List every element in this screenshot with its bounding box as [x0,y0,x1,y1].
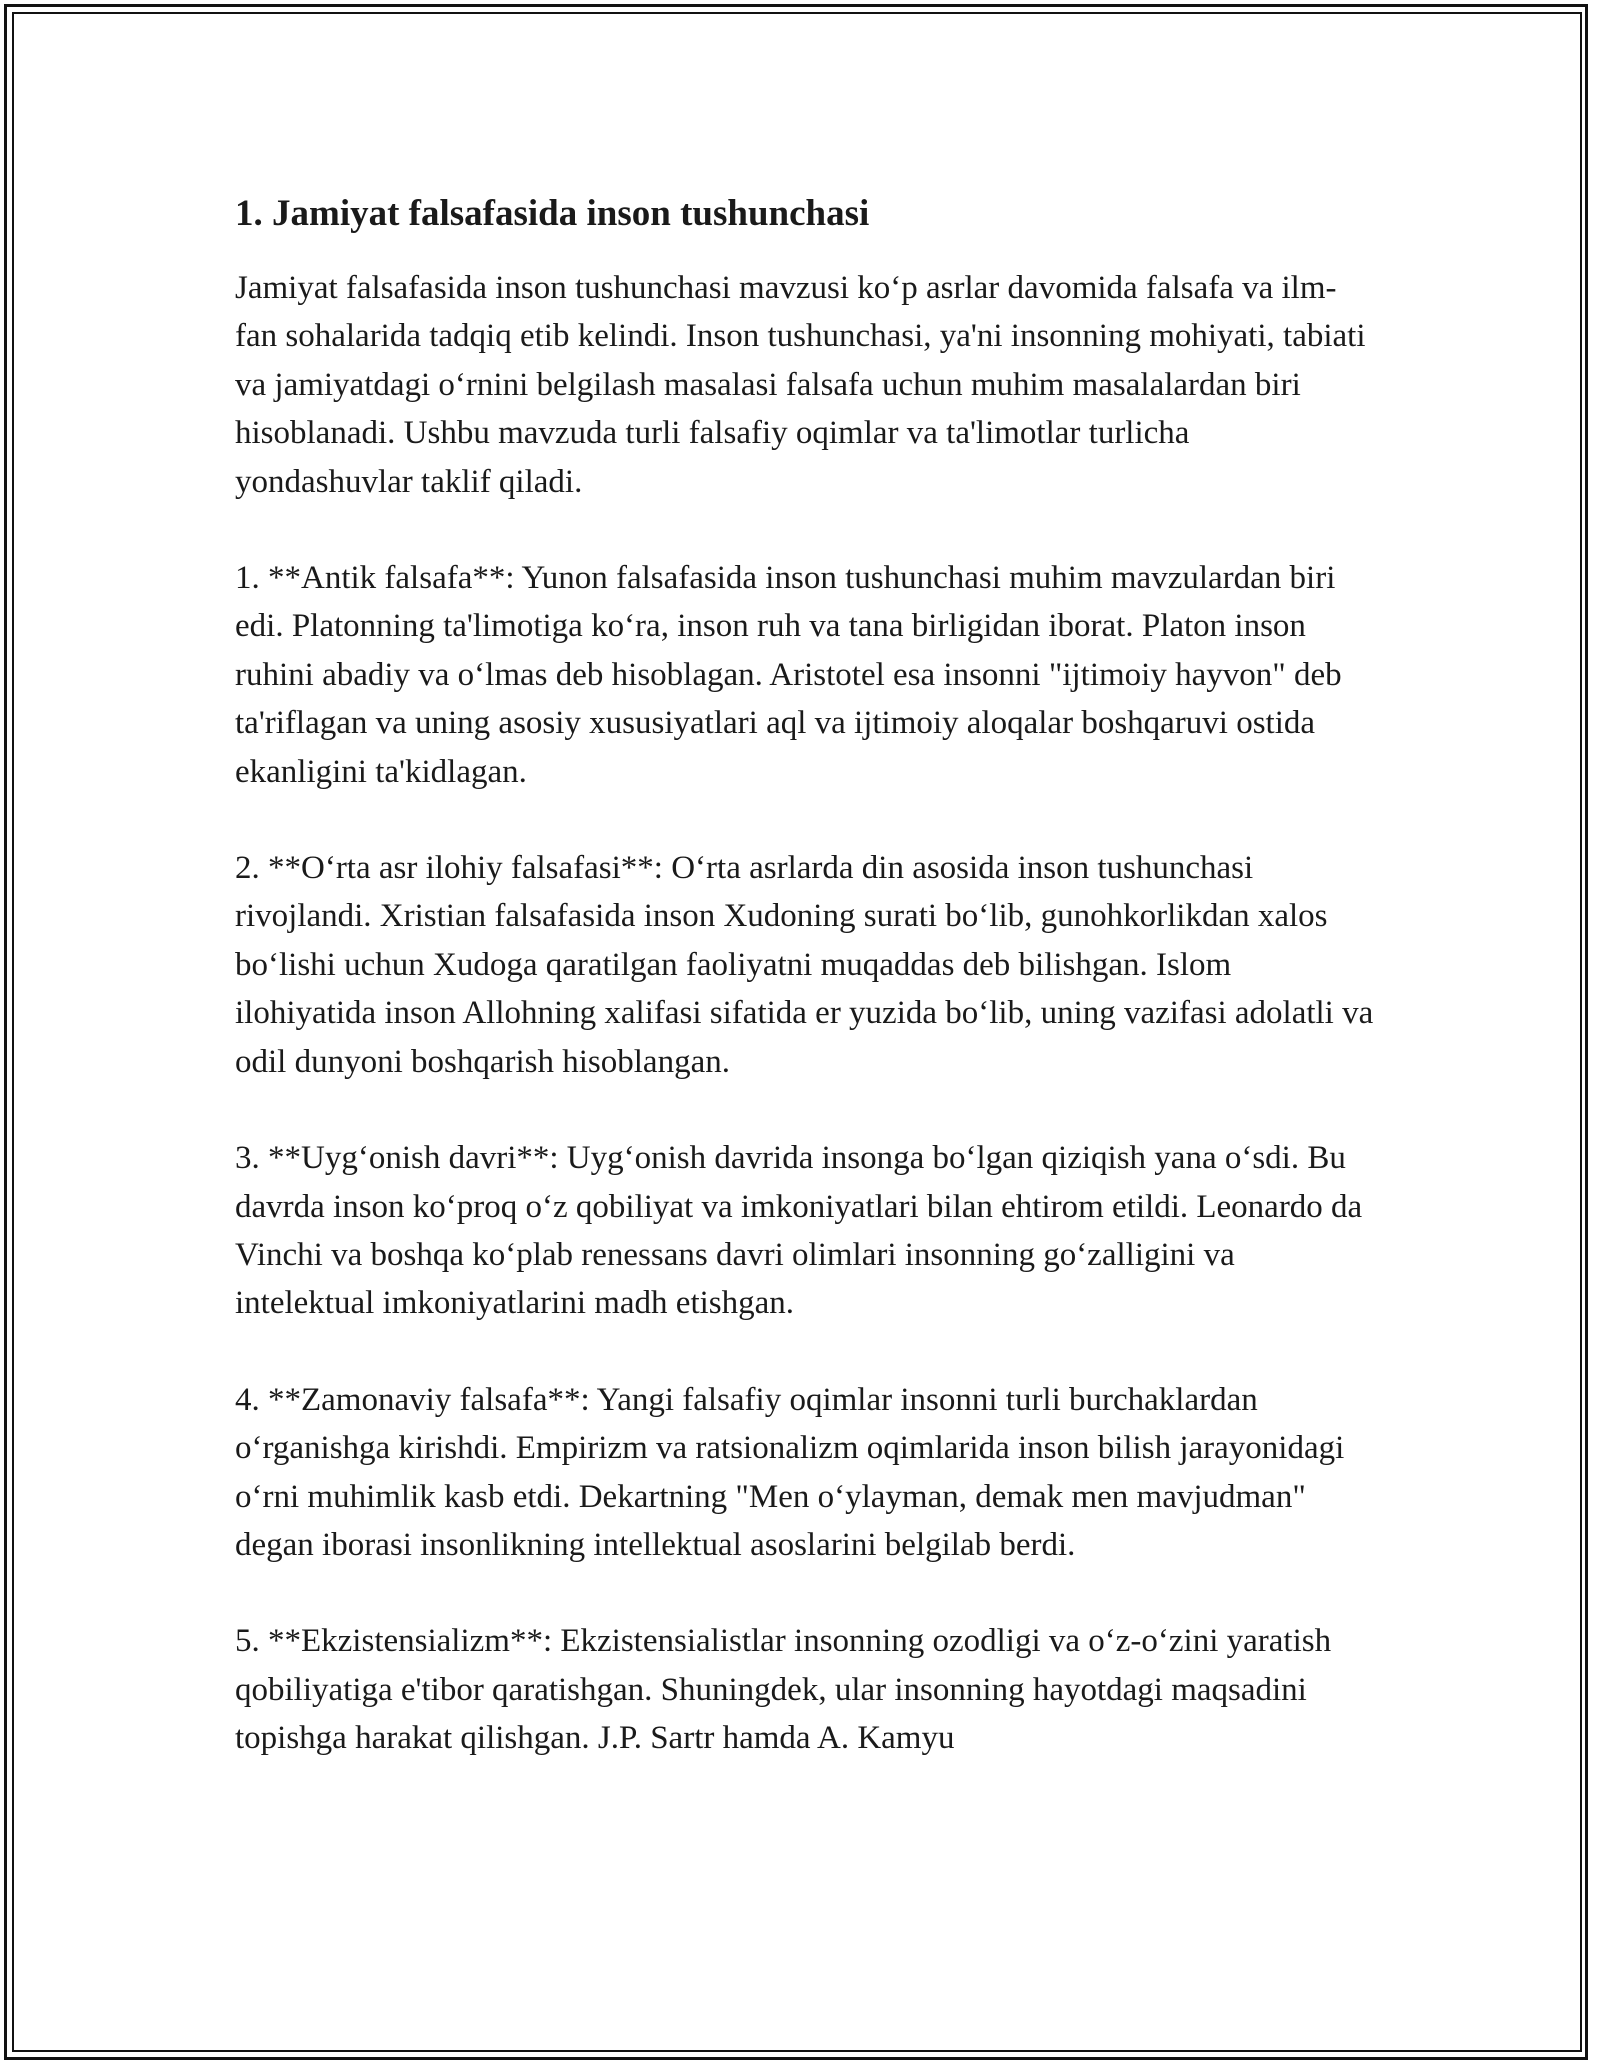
paragraph-antik-falsafa: 1. **Antik falsafa**: Yunon falsafasida inson tushunchasi muhim mavzulardan biri edi. Platonning ta'limotiga ko‘ra, inson ruh va tana birligidan iborat. Platon inson ruhini abadiy va o‘lmas deb hisoblagan. Aristotel esa insonni "ijtimoiy hayvon" deb ta'riflagan va uning asosiy xususiyatlari aql va ijtimoiy aloqalar boshqaruvi ostida ekanligini ta'kidlagan. [235,560,1342,790]
paragraph-zamonaviy: 4. **Zamonaviy falsafa**: Yangi falsafiy oqimlar insonni turli burchaklardan o‘rganishga kirishdi. Empirizm va ratsionalizm oqimlarida inson bilish jarayonidagi o‘rni muhimlik kasb etdi. Dekartning "Men o‘ylayman, demak men mavjudman" degan iborasi insonlikning intellektual asoslarini belgilab berdi. [235,1381,1345,1563]
paragraph-uygonish: 3. **Uyg‘onish davri**: Uyg‘onish davrida insonga bo‘lgan qiziqish yana o‘sdi. Bu davrda inson ko‘proq o‘z qobiliyat va imkoniyatlari bilan ehtirom etildi. Leonardo da Vinchi va boshqa ko‘plab renessans davri olimlari insonning go‘zalligini va intelektual imkoniyatlarini madh etishgan. [235,1140,1363,1322]
document-title: 1. Jamiyat falsafasida inson tushunchasi [235,193,870,234]
document-body [235,188,1375,1763]
paragraph-orta-asr: 2. **O‘rta asr ilohiy falsafasi**: O‘rta asrlarda din asosida inson tushunchasi rivojlandi. Xristian falsafasida inson Xudoning surati bo‘lib, gunohkorlikdan xalos bo‘lishi uchun Xudoga qaratilgan faoliyatni muqaddas deb bilishgan. Islom ilohiyatida inson Allohning xalifasi sifatida er yuzida bo‘lib, uning vazifasi adolatli va odil dunyoni boshqarish hisoblangan. [235,850,1374,1080]
paragraph-intro: Jamiyat falsafasida inson tushunchasi mavzusi ko‘p asrlar davomida falsafa va ilm-fan sohalarida tadqiq etib kelindi. Inson tushunchasi, ya'ni insonning mohiyati, tabiati va jamiyatdagi o‘rnini belgilash masalasi falsafa uchun muhim masalalardan biri hisoblanadi. Ushbu mavzuda turli falsafiy oqimlar va ta'limotlar turlicha yondashuvlar taklif qiladi. [235,270,1366,500]
paragraph-ekzistensializm: 5. **Ekzistensializm**: Ekzistensialistlar insonning ozodligi va o‘z-o‘zini yaratish qobiliyatiga e'tibor qaratishgan. Shuningdek, ular insonning hayotdagi maqsadini topishga harakat qilishgan. J.P. Sartr hamda A. Kamyu [235,1623,1332,1757]
